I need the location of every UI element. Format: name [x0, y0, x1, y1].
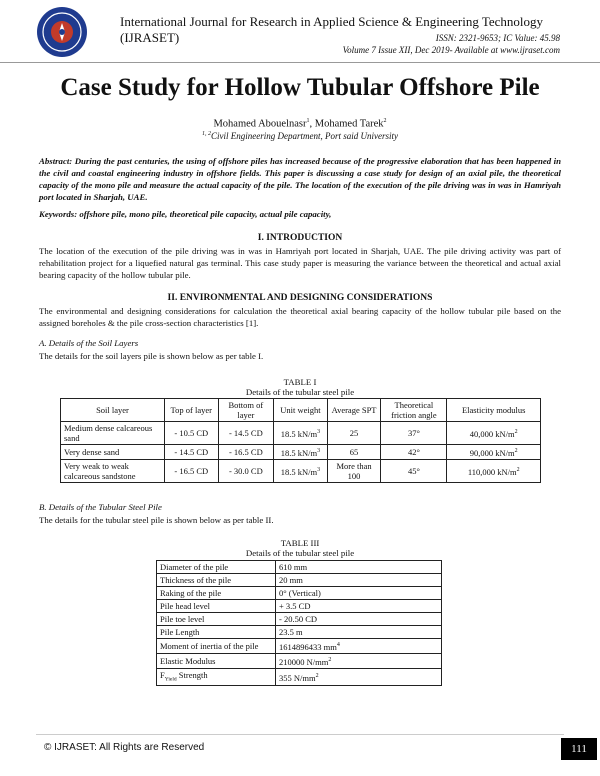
unit-weight-sup: 3 — [317, 466, 321, 473]
table-cell: Pile toe level — [157, 613, 276, 626]
section-2-text: The environmental and designing considerations for calculation the theoretical axial bearing capacity of the hollow tubular pile based on the assigned boreholes & the pile cross-section characteristics [1]. — [39, 306, 561, 328]
table-cell: Pile head level — [157, 600, 276, 613]
table-3-caption: Details of the tubular steel pile — [245, 548, 355, 558]
table-row — [157, 600, 442, 613]
unit-weight-value: 18.5 kN/m — [280, 466, 318, 477]
header-divider — [0, 62, 600, 63]
inertia-sup: 4 — [336, 642, 340, 648]
author-2-sup: 2 — [383, 118, 387, 124]
section-2-heading: II. ENVIRONMENTAL AND DESIGNING CONSIDERATIONS — [167, 293, 433, 303]
strength-value: 355 N/mm — [279, 672, 316, 683]
table-cell: 37° — [381, 422, 447, 445]
table-cell: 20 mm — [276, 574, 442, 587]
affiliation-sup: 1, 2 — [202, 131, 211, 137]
table-cell — [276, 639, 442, 654]
subsection-b-text: The details for the tubular steel pile is shown below as per table II. — [39, 515, 274, 525]
elasticity-sup: 2 — [516, 466, 520, 473]
table-cell: Elastic Modulus — [157, 653, 276, 668]
table-1-header: Average SPT — [327, 399, 381, 422]
table-cell: - 10.5 CD — [164, 422, 218, 445]
subsection-b-heading: B. Details of the Tubular Steel Pile — [39, 502, 162, 512]
table-cell: Raking of the pile — [157, 587, 276, 600]
modulus-value: 210000 N/mm — [279, 656, 329, 667]
journal-meta — [343, 32, 560, 56]
table-1-header: Soil layer — [61, 399, 165, 422]
table-cell: - 30.0 CD — [218, 459, 274, 482]
table-cell — [276, 653, 442, 668]
table-cell — [157, 668, 276, 686]
table-row — [157, 639, 442, 654]
table-row — [61, 445, 541, 460]
keywords-label: Keywords: — [39, 209, 78, 219]
table-1-header-row — [61, 399, 541, 422]
elasticity-value: 110,000 kN/m — [467, 466, 517, 477]
fy-symbol: F — [160, 669, 165, 680]
section-1-text: The location of the execution of the pile driving was in was in Hamriyah port located in Sharjah, UAE. The pile driving activity was part of rehabilitation project for a liquefied natural gas terminal. This case study paper is measuring the variance between the theoretical and actual axial bearing capacity of the hollow tubular pile. — [39, 246, 561, 280]
table-cell: Medium dense calcareous sand — [61, 422, 165, 445]
table-cell: Very weak to weak calcareous sandstone — [61, 459, 165, 482]
abstract-text: During the past centuries, the using of offshore piles has increased because of the progressive elaboration that has been happened in the civil and coastal engineering industry in offshore fields. This paper is discussing a case study for design of an axial pile, the theoretical capacity of the mono pile and measure the actual capacity of the pile. The location of the execution of the pile driving was in was in Hamriyah port located in Sharjah, UAE. — [39, 156, 561, 202]
abstract — [39, 155, 561, 203]
issn: ISSN: 2321-9653; IC Value: 45.98 — [435, 33, 560, 43]
table-row — [157, 613, 442, 626]
keywords — [39, 209, 561, 219]
affiliation-text: Civil Engineering Department, Port said University — [211, 131, 398, 141]
table-cell — [447, 459, 541, 482]
fy-subscript: Yield — [164, 676, 177, 683]
section-1-heading: I. INTRODUCTION — [257, 233, 343, 243]
abstract-label: Abstract: — [39, 156, 73, 166]
authors — [0, 118, 600, 130]
table-cell: Very dense sand — [61, 445, 165, 460]
author-1: Mohamed Abouelnasr — [213, 118, 307, 130]
table-cell: + 3.5 CD — [276, 600, 442, 613]
table-row — [157, 574, 442, 587]
table-cell: Moment of inertia of the pile — [157, 639, 276, 654]
affiliation — [0, 131, 600, 141]
table-1-header: Unit weight — [274, 399, 328, 422]
modulus-sup: 2 — [328, 656, 332, 663]
table-row — [157, 668, 442, 686]
table-1 — [60, 398, 541, 483]
table-row — [157, 626, 442, 639]
author-1-sup: 1 — [306, 118, 310, 124]
table-3-label: TABLE III — [280, 538, 320, 548]
table-row — [61, 422, 541, 445]
unit-weight-value: 18.5 kN/m — [280, 447, 318, 458]
elasticity-value: 40,000 kN/m — [469, 428, 515, 439]
table-cell: 0° (Vertical) — [276, 587, 442, 600]
table-cell: 23.5 m — [276, 626, 442, 639]
table-cell: Thickness of the pile — [157, 574, 276, 587]
table-cell — [447, 445, 541, 460]
elasticity-sup: 2 — [514, 429, 518, 436]
table-cell: 45° — [381, 459, 447, 482]
ijraset-logo-icon — [36, 6, 88, 58]
author-2: Mohamed Tarek — [314, 118, 384, 130]
elasticity-value: 90,000 kN/m — [469, 447, 515, 458]
paper-title: Case Study for Hollow Tubular Offshore Pile — [60, 74, 540, 101]
table-cell — [274, 422, 328, 445]
unit-weight-value: 18.5 kN/m — [280, 428, 318, 439]
copyright: © IJRASET: All Rights are Reserved — [44, 742, 205, 753]
table-cell: - 14.5 CD — [218, 422, 274, 445]
table-row — [157, 561, 442, 574]
strength-sup: 2 — [315, 673, 319, 680]
table-cell — [276, 668, 442, 686]
elasticity-sup: 2 — [514, 448, 518, 454]
table-cell: 25 — [327, 422, 381, 445]
table-row — [157, 653, 442, 668]
table-1-header: Top of layer — [164, 399, 218, 422]
journal-title: International Journal for Research in Applied Science & Engineering Technology (IJRASET) — [120, 14, 544, 45]
footer-divider — [36, 734, 564, 735]
table-1-caption: Details of the tubular steel pile — [245, 387, 355, 397]
strength-label: Strength — [178, 669, 208, 680]
unit-weight-sup: 3 — [317, 448, 321, 454]
inertia-value: 1614896433 mm — [279, 641, 337, 652]
table-cell: 610 mm — [276, 561, 442, 574]
unit-weight-sup: 3 — [317, 429, 321, 436]
table-cell: - 16.5 CD — [218, 445, 274, 460]
table-1-label: TABLE I — [283, 377, 317, 387]
table-cell: Diameter of the pile — [157, 561, 276, 574]
author-separator: , — [309, 118, 315, 130]
table-cell: Pile Length — [157, 626, 276, 639]
table-cell: 65 — [327, 445, 381, 460]
table-1-header: Elasticity modulus — [447, 399, 541, 422]
table-cell: - 14.5 CD — [164, 445, 218, 460]
table-cell: More than 100 — [327, 459, 381, 482]
keywords-text: offshore pile, mono pile, theoretical pile capacity, actual pile capacity, — [79, 209, 332, 219]
table-cell: - 20.50 CD — [276, 613, 442, 626]
table-3 — [156, 560, 442, 686]
table-cell — [274, 459, 328, 482]
table-cell — [274, 445, 328, 460]
table-cell: - 16.5 CD — [164, 459, 218, 482]
page-number: 111 — [561, 738, 597, 760]
volume-info: Volume 7 Issue XII, Dec 2019- Available at www.ijraset.com — [342, 45, 560, 55]
subsection-a-heading: A. Details of the Soil Layers — [39, 338, 139, 348]
table-1-header: Theoretical friction angle — [381, 399, 447, 422]
table-cell: 42° — [381, 445, 447, 460]
table-row — [61, 459, 541, 482]
subsection-a-text: The details for the soil layers pile is shown below as per table I. — [39, 351, 264, 361]
table-row — [157, 587, 442, 600]
table-cell — [447, 422, 541, 445]
table-1-header: Bottom of layer — [218, 399, 274, 422]
